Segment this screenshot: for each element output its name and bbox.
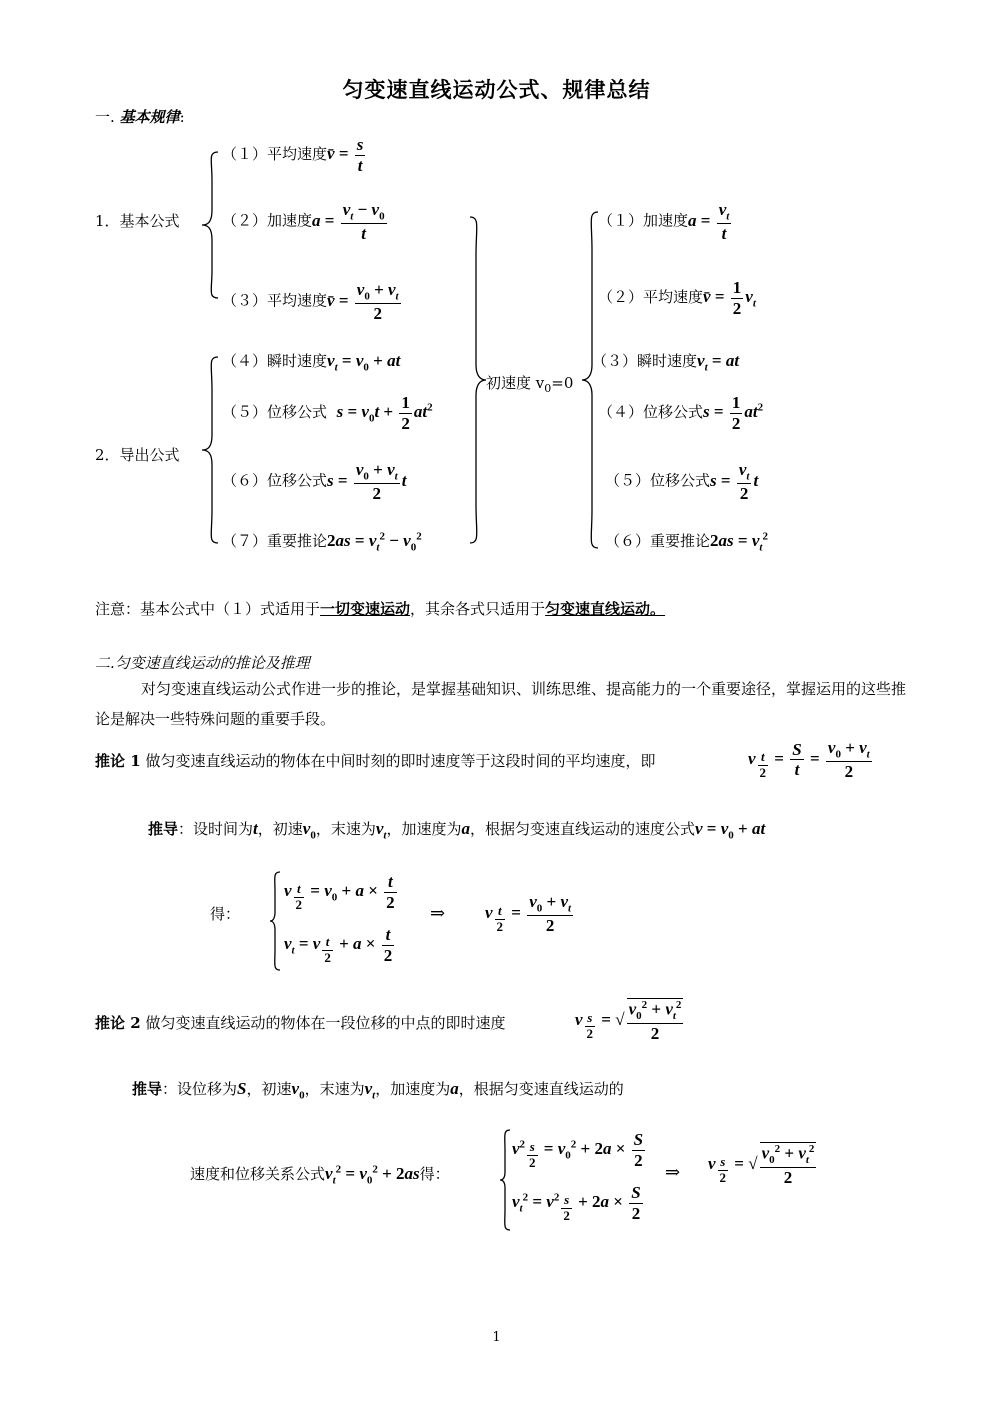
corollary-1-eq-a: v $_{\frac{t}{2}}$ = $v_0 + a$ × $\frac{t}{2}$: [284, 872, 395, 913]
corollary-1-get: 得：: [210, 905, 241, 923]
zero-formula-3: （３）瞬时速度$v_t$ = at: [592, 351, 740, 374]
zero-formula-6: （６）重要推论$2as = v_t^2$: [605, 530, 768, 554]
corollary-2-eq-a: $v^2$ $_{\frac{s}{2}}$ = $v_0^2 + 2a$ × $\frac{S}{2}$: [512, 1130, 644, 1171]
corollary-1-derivation: 推导：设时间为t，初速$v_0$，末速为$v_t$，加速度为a，根据匀变速直线运动的速度公式$v = v_0$ + at: [148, 819, 766, 842]
formula-index: （２）: [222, 211, 268, 230]
derived-formula-4: （４）瞬时速度$v_t = v_0$ + at: [222, 351, 401, 374]
corollary-2: [95, 1012, 505, 1033]
derivation-text: 速度和位移关系公式: [190, 1165, 326, 1183]
basic-formula-1: （１）平均速度v̄ = $\frac{s}{t}$: [222, 135, 364, 175]
formula-name: 加速度: [643, 211, 689, 230]
page-number: 1: [492, 1330, 501, 1345]
initial-velocity-suffix: =0: [551, 374, 574, 392]
corollary-1-text: 做匀变速直线运动的物体在中间时刻的即时速度等于这段时间的平均速度，即: [145, 752, 656, 770]
derivation-text: ，初速: [257, 820, 303, 838]
section-2-intro: 对匀变速直线运动公式作进一步的推论，是掌握基础知识、训练思维、提高能力的一个重要途径，掌握运用的这些推论是解决一些特殊问题的重要手段。: [95, 680, 907, 728]
basic-formula-2: （２）加速度a = $\frac{v_t - v_0}{t}$: [222, 200, 385, 244]
derivation-text: ：设时间为: [178, 820, 254, 838]
corollary-2-label: 推论 2: [95, 1014, 141, 1032]
note-middle: ，其余各式只适用于: [410, 600, 546, 618]
zero-formula-1: （１）加速度a = $\frac{v_t}{t}$: [598, 200, 730, 244]
formula-index: （６）: [605, 532, 651, 550]
derivation-text: ，加速度为: [386, 820, 462, 838]
initial-velocity-text: 初速度 v: [486, 374, 545, 392]
derived-formula-5: （５）位移公式 $s = v_0t$ + $\frac{1}{2}$ $at^2$: [222, 393, 433, 433]
corollary-2-conclusion: v $_{\frac{s}{2}}$ = √ $\frac{v_0^2 + v_t^2}{2}$: [708, 1143, 815, 1187]
formula-name: 位移公式: [643, 402, 704, 421]
section-1-number: 一.: [95, 108, 115, 126]
page-title: 匀变速直线运动公式、规律总结: [342, 77, 651, 102]
corollary-1-result: v $_{\frac{t}{2}}$ = $\frac{S}{t}$ = $\frac{v_0 + v_t}{2}$: [748, 738, 870, 782]
corollary-2-eq-b: $v_t^2 = v^2$ $_{\frac{s}{2}}$ + 2a × $\frac{S}{2}$: [512, 1183, 641, 1224]
formula-index: （４）: [222, 352, 268, 370]
corollary-1-conclusion: v $_{\frac{t}{2}}$ = $\frac{v_0 + v_t}{2}$: [485, 892, 572, 936]
formula-index: （１）: [222, 144, 268, 163]
note-prefix: 注意：基本公式中（１）式适用于: [95, 600, 321, 618]
formula-index: （７）: [222, 532, 268, 550]
derivation-text: ：设位移为: [162, 1080, 238, 1098]
zero-formula-2: （２）平均速度v̄ = $\frac{1}{2}$ $v_t$: [598, 278, 756, 318]
formula-index: （２）: [598, 287, 644, 306]
corollary-1-system-brace: [268, 870, 282, 972]
derived-formula-brace: [200, 355, 220, 545]
corollary-2-line2: 速度和位移关系公式$v_t^2 = v_0^2 + 2as$得：: [190, 1163, 450, 1187]
formula-name: 位移公式: [267, 471, 328, 490]
formula-name: 重要推论: [267, 532, 328, 550]
corollary-2-text: 做匀变速直线运动的物体在一段位移的中点的即时速度: [145, 1014, 506, 1032]
section-1-title: 基本规律: [119, 108, 180, 126]
corollary-2-result: v $_{\frac{s}{2}}$ = √ $\frac{v_0^2 + v_t^2}{2}$: [575, 999, 682, 1043]
zero-formula-4: （４）位移公式s = $\frac{1}{2}$ $at^2$: [598, 393, 764, 433]
corollary-2-system-brace: [498, 1128, 512, 1232]
implies-arrow-1: ⇒: [430, 903, 446, 924]
corollary-1-eq-b: $v_t = v$ $_{\frac{t}{2}}$ + a × $\frac{t}{2}$: [284, 925, 393, 966]
basic-formula-label: 1．基本公式: [95, 212, 180, 230]
formula-index: （３）: [592, 352, 638, 370]
initial-velocity-sub: 0: [544, 382, 552, 395]
formula-index: （５）: [222, 402, 268, 421]
implies-arrow-2: ⇒: [665, 1162, 681, 1183]
derived-formula-label: 2．导出公式: [95, 446, 180, 464]
note-emphasis-1: 一切变速运动: [320, 600, 411, 618]
formula-name: 位移公式: [650, 471, 711, 490]
formula-index: （４）: [598, 402, 644, 421]
derivation-text: ，加速度为: [375, 1080, 451, 1098]
group-close-brace: [468, 215, 488, 545]
zero-velocity-brace: [580, 210, 600, 550]
derivation-text: ，初速: [246, 1080, 292, 1098]
formula-name: 加速度: [267, 211, 313, 230]
formula-name: 重要推论: [650, 532, 711, 550]
derivation-text: ，末速为: [304, 1080, 365, 1098]
formula-index: （１）: [598, 211, 644, 230]
derivation-text: ，根据匀变速直线运动的速度公式: [469, 820, 695, 838]
derived-formula-6: （６）位移公式s = $\frac{v_0 + v_t}{2}$ t: [222, 460, 407, 504]
section-1-colon: :: [179, 108, 185, 126]
formula-index: （３）: [222, 291, 268, 310]
initial-velocity-label: [486, 372, 573, 395]
derivation-text: 得：: [419, 1165, 450, 1183]
derivation-text: ，末速为: [315, 820, 376, 838]
basic-formula-brace: [200, 150, 220, 300]
formula-name: 平均速度: [267, 144, 328, 163]
derivation-label: 推导: [148, 820, 179, 838]
corollary-2-derivation: 推导：设位移为S，初速$v_0$，末速为$v_t$，加速度为a，根据匀变速直线运动的: [132, 1079, 624, 1102]
corollary-1: [95, 750, 655, 771]
formula-name: 位移公式: [267, 402, 328, 421]
formula-name: 平均速度: [267, 291, 328, 310]
derived-formula-7: （７）重要推论$2as = v_t^2 - v_0^2$: [222, 530, 422, 554]
section-1-heading: [95, 106, 185, 127]
formula-index: （６）: [222, 471, 268, 490]
note-emphasis-2: 匀变速直线运动。: [545, 600, 666, 618]
note: [95, 598, 665, 619]
corollary-1-label: 推论 1: [95, 752, 141, 770]
formula-name: 平均速度: [643, 287, 704, 306]
formula-name: 瞬时速度: [267, 352, 328, 370]
basic-formula-3: （３）平均速度v̄ = $\frac{v_0 + v_t}{2}$: [222, 280, 399, 324]
derivation-text: ，根据匀变速直线运动的: [458, 1080, 624, 1098]
derivation-label: 推导: [132, 1080, 163, 1098]
section-2-title: 二.匀变速直线运动的推论及推理: [95, 654, 310, 672]
formula-name: 瞬时速度: [637, 352, 698, 370]
zero-formula-5: （５）位移公式s = $\frac{v_t}{2}$ t: [605, 460, 759, 504]
formula-index: （５）: [605, 471, 651, 490]
